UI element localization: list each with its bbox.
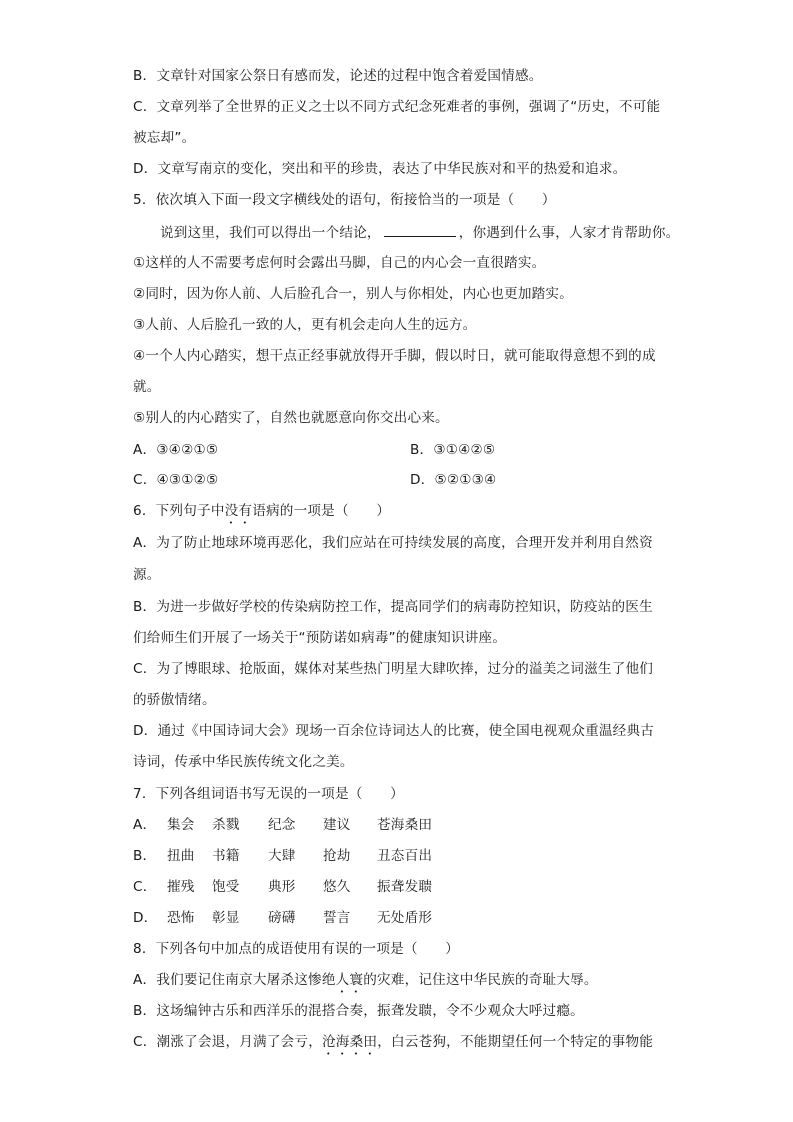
q7-word: 摧残 (167, 879, 195, 895)
q5-sentence-4-line2: 就。 (133, 379, 161, 395)
q7-word: 建议 (323, 817, 351, 833)
q6-option-d-line1: D．通过《中国诗词大会》现场一百余位诗词达人的比赛，使全国电视观众重温经典古 (133, 723, 655, 739)
q6-stem-emphasis: 没有 (224, 503, 253, 519)
q5-sentence-1: ①这样的人不需要考虑何时会露出马脚，自己的内心会一直很踏实。 (133, 255, 546, 271)
q6-option-a-line1: A．为了防止地球环境再恶化，我们应站在可持续发展的高度，合理开发并利用自然资 (133, 535, 653, 551)
q6-option-c-line2: 的骄傲情绪。 (133, 692, 216, 708)
q5-passage (160, 222, 679, 243)
q5-options-row1 (133, 440, 733, 460)
q7-word: 彰显 (212, 910, 240, 926)
q4-option-d: D．文章写南京的变化，突出和平的珍贵，表达了中华民族对和平的热爱和追求。 (133, 161, 627, 177)
q6-stem-part2: 语病的一项是（ ） (252, 503, 391, 519)
q4-option-b: B．文章针对国家公祭日有感而发，论述的过程中饱含着爱国情感。 (133, 68, 543, 84)
q5-sentence-2: ②同时，因为你人前、人后脸孔合一，别人与你相处，内心也更加踏实。 (133, 286, 573, 302)
q7-word: 书籍 (212, 848, 240, 864)
q7-word: 集会 (167, 817, 195, 833)
q7-option-row (133, 815, 463, 835)
q8-option-a-part1: A．我们要记住南京大屠杀这惨绝 (133, 972, 336, 988)
q4-option-c-line1: C．文章列举了全世界的正义之士以不同方式纪念死难者的事例，强调了“历史，不可能 (133, 99, 661, 115)
q8-option-b: B．这场编钟古乐和西洋乐的混搭合奏，振聋发聩，令不少观众大呼过瘾。 (133, 1003, 584, 1019)
answer-blank (384, 222, 456, 237)
q8-option-c (133, 1032, 653, 1058)
q7-word: 丑态百出 (377, 848, 433, 864)
q5-sentence-5: ⑤别人的内心踏实了，自然也就愿意向你交出心来。 (133, 410, 449, 426)
q7-option-row (133, 846, 463, 866)
q7-option-label: A． (133, 817, 157, 833)
q7-option-label: C． (133, 879, 157, 895)
q7-word: 恐怖 (167, 910, 195, 926)
q6-option-b-line1: B．为进一步做好学校的传染病防控工作，提高同学们的病毒防控知识，防疫站的医生 (133, 599, 653, 615)
q8-option-c-part1: C．潮涨了会退，月满了会亏， (133, 1034, 323, 1050)
q5-option-b: B．③①④②⑤ (410, 442, 496, 458)
q6-option-c-line1: C．为了博眼球、抢版面，媒体对某些热门明星大肆吹捧，过分的溢美之词滋生了他们 (133, 661, 654, 677)
q7-word: 饱受 (212, 879, 240, 895)
q7-word: 无处盾形 (377, 910, 433, 926)
q8-stem: 8．下列各句中加点的成语使用有误的一项是（ ） (133, 941, 460, 957)
q8-option-a-emphasis: 人寰 (335, 972, 364, 988)
q7-word: 扭曲 (167, 848, 195, 864)
q7-option-label: B． (133, 848, 157, 864)
q5-sentence-3: ③人前、人后脸孔一致的人，更有机会走向人生的远方。 (133, 317, 477, 333)
q6-option-b-line2: 们给师生们开展了一场关于“预防诺如病毒”的健康知识讲座。 (133, 630, 507, 646)
q6-stem (133, 501, 390, 527)
q8-option-c-emphasis: 沧海桑田 (322, 1034, 378, 1050)
q5-sentence-4-line1: ④一个人内心踏实，想干点正经事就放得开手脚，假以时日，就可能取得意想不到的成 (133, 348, 656, 364)
q7-option-row (133, 877, 463, 897)
q7-word: 振聋发聩 (377, 879, 433, 895)
q7-word: 苍海桑田 (377, 817, 433, 833)
q7-word: 誓言 (323, 910, 351, 926)
q4-option-c-line2: 被忘却”。 (133, 130, 196, 146)
q8-option-a (133, 970, 598, 996)
q5-option-c: C．④③①②⑤ (133, 472, 219, 488)
q7-stem: 7．下列各组词语书写无误的一项是（ ） (133, 786, 404, 802)
q5-options-row2 (133, 470, 733, 490)
q6-option-d-line2: 诗词，传承中华民族传统文化之美。 (133, 754, 354, 770)
q5-option-a: A．③④②①⑤ (133, 442, 219, 458)
q8-option-c-part2: ，白云苍狗，不能期望任何一个特定的事物能 (377, 1034, 654, 1050)
q5-stem: 5．依次填入下面一段文字横线处的语句，衔接恰当的一项是（ ） (133, 192, 556, 208)
q5-passage-part1: 说到这里，我们可以得出一个结论， (160, 225, 381, 241)
q7-word: 纪念 (268, 817, 296, 833)
q7-word: 大肆 (268, 848, 296, 864)
q6-stem-part1: 6．下列句子中 (133, 503, 225, 519)
q7-word: 磅礴 (268, 910, 296, 926)
q7-word: 悠久 (323, 879, 351, 895)
q6-option-a-line2: 源。 (133, 567, 161, 583)
q8-option-a-part2: 的灾难，记住这中华民族的奇耻大辱。 (363, 972, 598, 988)
q5-passage-part2: ，你遇到什么事，人家才肯帮助你。 (458, 225, 680, 241)
q7-option-label: D． (133, 910, 158, 926)
q7-word: 抢劫 (323, 848, 351, 864)
q7-word: 典形 (268, 879, 296, 895)
q7-option-row (133, 908, 463, 928)
q7-word: 杀戮 (212, 817, 240, 833)
q5-option-d: D．⑤②①③④ (410, 472, 497, 488)
